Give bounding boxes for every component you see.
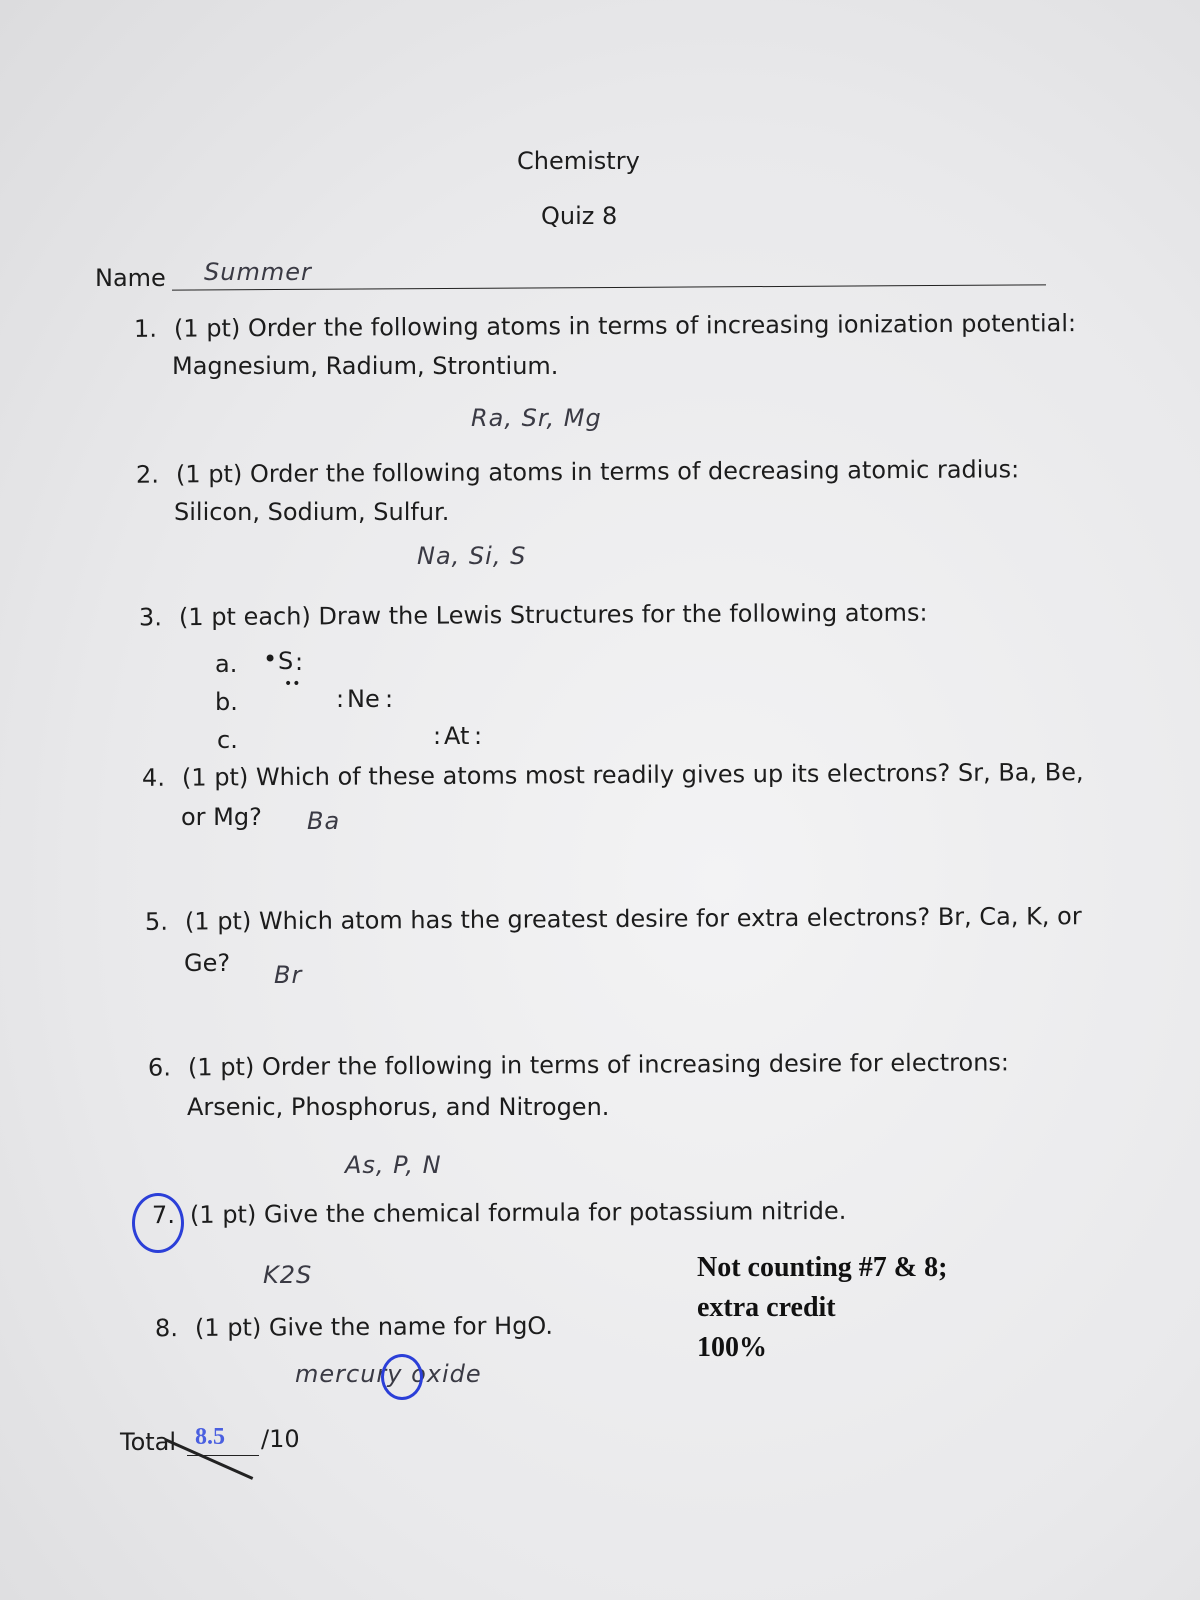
question-8 bbox=[155, 1312, 553, 1342]
grader-note-line1: Not counting #7 & 8; bbox=[697, 1252, 948, 1283]
answer-5: Br bbox=[274, 961, 303, 989]
question-number: 4. bbox=[141, 763, 166, 792]
question-number: 8. bbox=[154, 1314, 178, 1343]
answer-1: Ra, Sr, Mg bbox=[471, 404, 602, 432]
question-3 bbox=[139, 599, 928, 632]
question-4-line2: or Mg? bbox=[181, 803, 262, 831]
question-7 bbox=[152, 1197, 847, 1229]
grader-note-line3: 100% bbox=[697, 1332, 767, 1363]
subject-title: Chemistry bbox=[517, 147, 640, 175]
question-number: 5. bbox=[144, 907, 169, 936]
question-number: 1. bbox=[133, 314, 158, 343]
lewis-dots-left: : bbox=[336, 685, 345, 713]
lewis-structure-ne: Ne bbox=[347, 685, 380, 713]
quiz-title: Quiz 8 bbox=[541, 202, 618, 230]
answer-7: K2S bbox=[263, 1261, 313, 1289]
question-4 bbox=[142, 758, 1084, 792]
answer-6: As, P, N bbox=[345, 1151, 442, 1179]
question-2-line2: Silicon, Sodium, Sulfur. bbox=[174, 498, 450, 526]
question-number: 7. bbox=[151, 1200, 175, 1230]
answer-2: Na, Si, S bbox=[417, 542, 527, 570]
total-label: Total bbox=[120, 1428, 177, 1456]
total-score: 8.5 bbox=[195, 1424, 225, 1450]
part-c-label: c. bbox=[217, 726, 238, 754]
question-5-line2: Ge? bbox=[184, 949, 231, 977]
part-b-label: b. bbox=[215, 688, 238, 716]
question-text: (1 pt) Give the name for HgO. bbox=[194, 1311, 554, 1342]
question-6 bbox=[148, 1048, 1009, 1081]
question-1 bbox=[134, 309, 1076, 343]
question-5 bbox=[145, 902, 1082, 936]
question-text: (1 pt each) Draw the Lewis Structures for the following atoms: bbox=[178, 598, 928, 632]
lewis-dots-right: : bbox=[295, 648, 304, 676]
question-text: (1 pt) Order the following atoms in terms of decreasing atomic radius: bbox=[175, 455, 1020, 489]
lewis-dots-right: : bbox=[474, 722, 483, 750]
question-number: 6. bbox=[147, 1053, 171, 1082]
question-text: (1 pt) Which atom has the greatest desire for extra electrons? Br, Ca, K, or bbox=[184, 902, 1082, 936]
lewis-structure-at: At bbox=[444, 722, 470, 750]
grader-note-line2: extra credit bbox=[697, 1292, 836, 1323]
answer-4: Ba bbox=[307, 807, 341, 835]
lewis-dots-bottom: •• bbox=[284, 676, 301, 692]
question-number: 3. bbox=[138, 603, 162, 632]
question-text: (1 pt) Which of these atoms most readily gives up its electrons? Sr, Ba, Be, bbox=[181, 758, 1084, 792]
lewis-dots-right: : bbox=[385, 685, 394, 713]
question-text: (1 pt) Order the following in terms of increasing desire for electrons: bbox=[187, 1048, 1010, 1082]
question-text: (1 pt) Give the chemical formula for potassium nitride. bbox=[189, 1196, 847, 1229]
total-out-of: /10 bbox=[261, 1425, 300, 1453]
name-label: Name bbox=[95, 264, 166, 292]
lewis-dots-left: : bbox=[433, 722, 442, 750]
question-1-line2: Magnesium, Radium, Strontium. bbox=[172, 352, 559, 380]
question-6-line2: Arsenic, Phosphorus, and Nitrogen. bbox=[187, 1093, 610, 1121]
answer-8: mercury oxide bbox=[295, 1360, 482, 1388]
grader-circle-q8 bbox=[381, 1354, 423, 1400]
lewis-structure-s: S bbox=[278, 647, 294, 675]
question-text: (1 pt) Order the following atoms in terms of increasing ionization potential: bbox=[173, 309, 1077, 343]
name-value: Summer bbox=[204, 258, 312, 286]
question-2 bbox=[136, 455, 1019, 488]
question-number: 2. bbox=[135, 460, 159, 489]
lewis-dot-left: • bbox=[263, 645, 278, 673]
part-a-label: a. bbox=[215, 650, 238, 678]
